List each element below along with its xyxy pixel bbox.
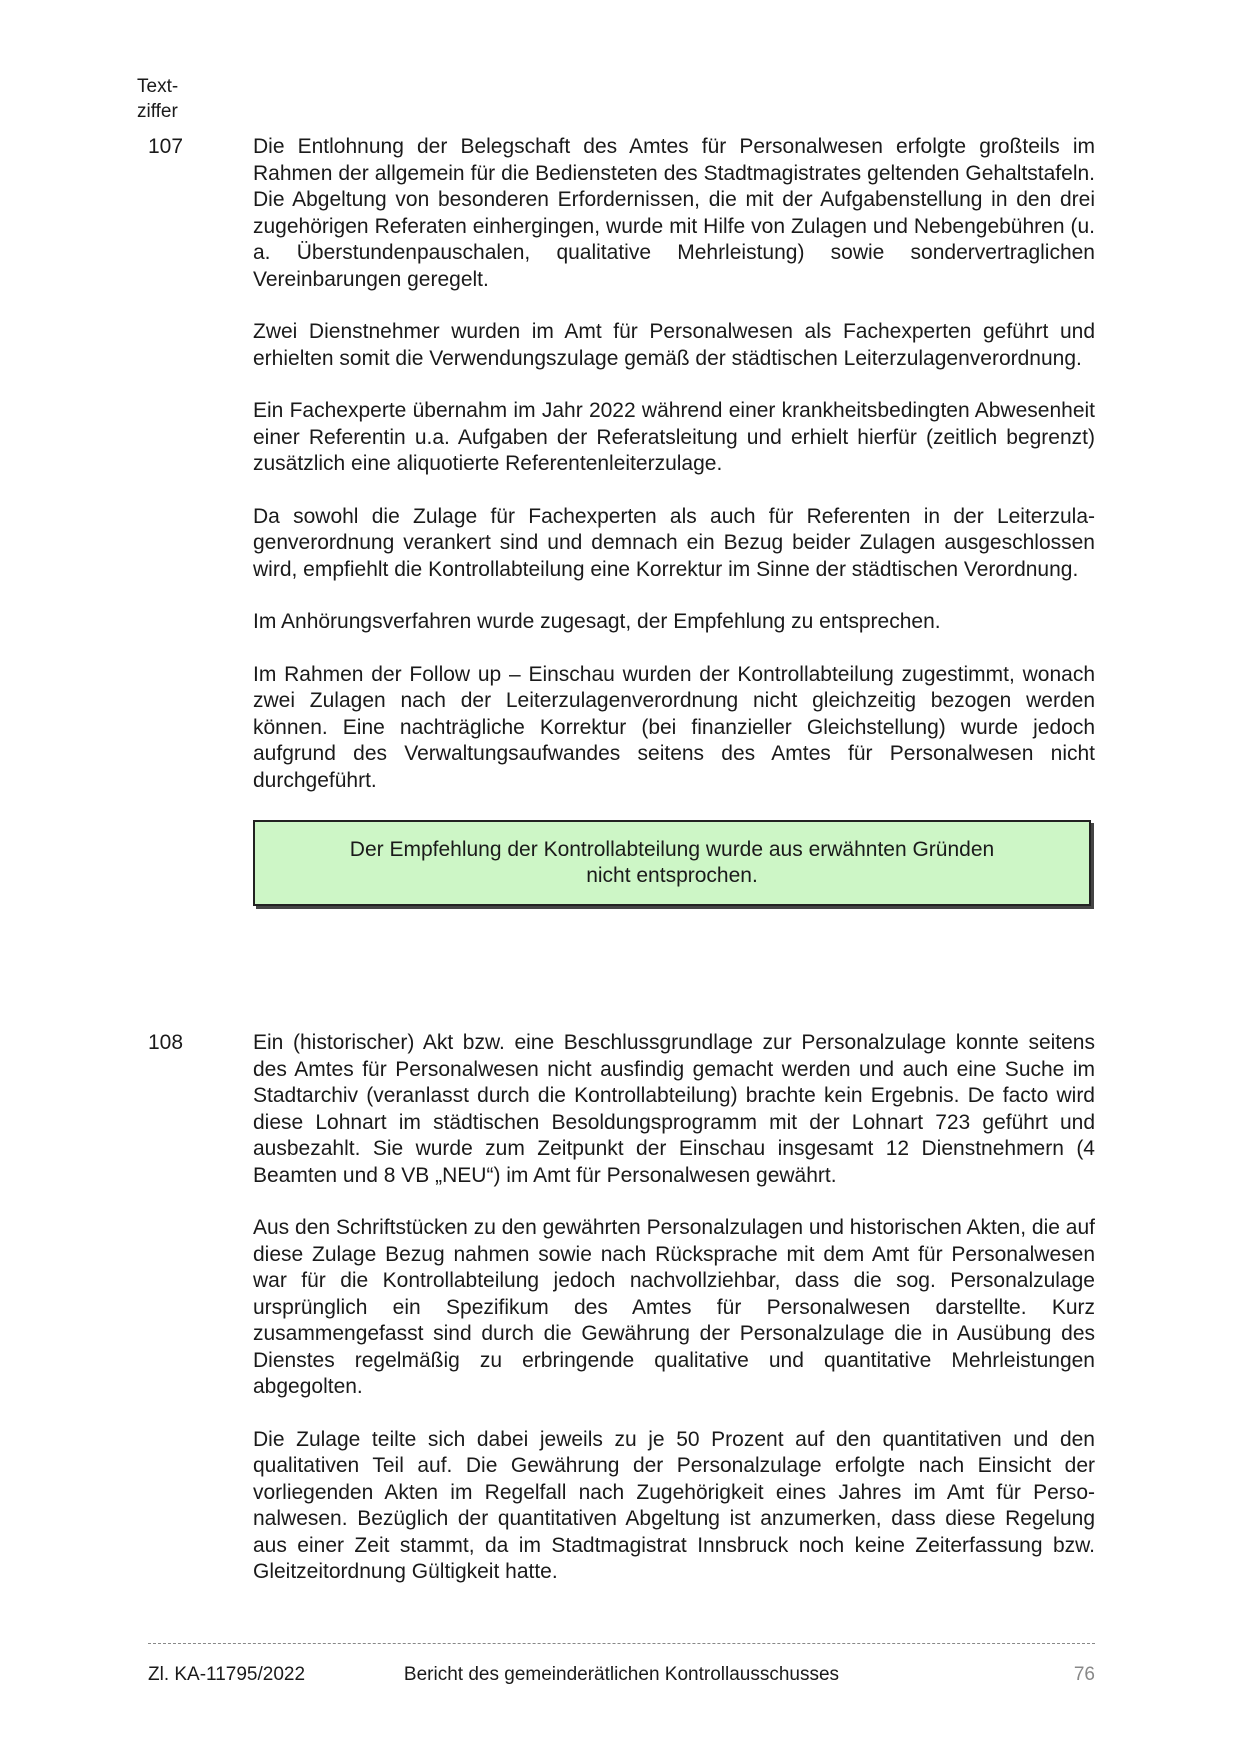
paragraph: Im Rahmen der Follow up – Einschau wurden der Kontrollabteilung zugestimmt, wonach zwei Zulagen nach der Leiterzulagenverordnung nicht gleichzeitig bezogen werden können. Eine nachträgliche Korrektur (bei finanzieller Gleichstellung) wurde jedoch aufgrund des Verwaltungsaufwandes seitens des Amtes für Personalwesen nicht durchgeführt. xyxy=(253,662,1095,792)
section-number: 107 xyxy=(148,135,184,158)
textziffer-label: Text- ziffer xyxy=(137,76,179,122)
section-body xyxy=(253,134,1095,906)
paragraph: Ein Fachexperte übernahm im Jahr 2022 während einer krankheitsbedingten Abwesenheit einer Referentin u.a. Aufgaben der Referatsleitung und erhielt hierfür (zeitlich begrenzt) zusätzlich eine aliquotierte Referentenleiterzulage. xyxy=(253,399,1095,475)
paragraph: Zwei Dienstnehmer wurden im Amt für Personalwesen als Fachexperten geführt und erhielten somit die Verwendungszulage gemäß der städtischen Leiterzulagenverordnung. xyxy=(253,320,1095,370)
paragraph: Die Entlohnung der Belegschaft des Amtes für Personalwesen erfolgte großteils im Rahmen der allgemein für die Bediensteten des Stadtmagistrates geltenden Gehaltstafeln. Die Abgeltung von besonderen Erfordernissen, die mit der Aufgabenstellung in den drei zugehörigen Referaten einhergingen, wurde mit Hilfe von Zulagen und Nebengebühren (u. a. Überstundenpauschalen, qualitative Mehrleistung) sowie sondervertraglichen Vereinbarungen geregelt. xyxy=(253,135,1095,291)
document-reference: Zl. KA-11795/2022 xyxy=(148,1664,306,1685)
paragraph: Ein (historischer) Akt bzw. eine Beschlussgrundlage zur Personalzulage konnte seitens des Amtes für Personalwesen nicht ausfindig gemacht werden und auch eine Suche im Stadtarchiv (veranlasst durch die Kontrollabteilung) brachte kein Ergebnis. De facto wird diese Lohnart im städtischen Besoldungsprogramm mit der Lohnart 723 geführt und ausbezahlt. Sie wurde zum Zeitpunkt der Einschau insgesamt 12 Dienstnehmern (4 Beamten und 8 VB „NEU“) im Amt für Personalwesen gewährt. xyxy=(253,1031,1095,1187)
callout-text-line-1: Der Empfehlung der Kontrollabteilung wurde aus erwähnten Gründen xyxy=(349,837,995,861)
footer-divider xyxy=(148,1643,1095,1644)
section-number: 108 xyxy=(148,1031,184,1054)
paragraph: Die Zulage teilte sich dabei jeweils zu je 50 Prozent auf den quantitativen und den qualitativen Teil auf. Die Gewährung der Personalzulage erfolgte nach Einsicht der vorliegenden Akten im Regelfall nach Zugehörigkeit eines Jahres im Amt für Personalwesen. Bezüglich der quantitativen Abgeltung ist anzumerken, dass diese Regelung aus einer Zeit stammt, da im Stadtmagistrat Innsbruck noch keine Zeiterfassung bzw. Gleitzeitordnung Gültigkeit hatte. xyxy=(253,1427,1095,1583)
paragraph: Aus den Schriftstücken zu den gewährten Personalzulagen und historischen Akten, die auf diese Zulage Bezug nahmen sowie nach Rücksprache mit dem Amt für Personalwesen war für die Kontrollabteilung jedoch nachvollziehbar, dass die sog. Personalzulage ursprünglich ein Spezifikum des Amtes für Personalwesen darstellte. Kurz zusammengefasst sind durch die Gewährung der Personalzulage die in Ausübung des Dienstes regelmäßig zu erbringende qualitative und quantitative Mehrleistungen abgegolten. xyxy=(253,1216,1095,1398)
result-callout-box xyxy=(253,820,1091,906)
paragraph: Da sowohl die Zulage für Fachexperten als auch für Referenten in der Leiterzulagenverordnung verankert sind und demnach ein Bezug beider Zulagen ausgeschlossen wird, empfiehlt die Kontrollabteilung eine Korrektur im Sinne der städtischen Verordnung. xyxy=(253,504,1095,581)
section-body xyxy=(253,1030,1095,1612)
callout-text-line-2: nicht entsprochen. xyxy=(586,864,758,887)
report-title: Bericht des gemeinderätlichen Kontrollausschusses xyxy=(403,1664,840,1685)
paragraph: Im Anhörungsverfahren wurde zugesagt, der Empfehlung zu entsprechen. xyxy=(253,610,941,633)
page-number: 76 xyxy=(1073,1664,1095,1685)
